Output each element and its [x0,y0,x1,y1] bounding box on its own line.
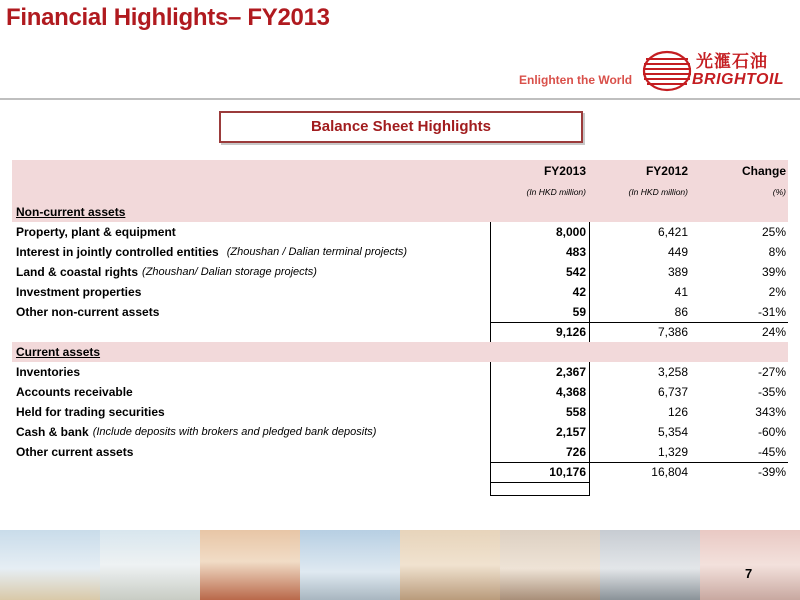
balance-sheet-table [12,160,788,502]
tanker-ship-photo [200,530,300,600]
row-label: Property, plant & equipment [16,225,176,239]
total-change: 24% [761,325,786,339]
value-change: 39% [761,265,786,279]
refinery-photo [400,530,500,600]
logo-chinese-name: 光滙石油 [696,52,768,72]
column-header-fy2013: FY2013 [543,164,586,178]
table-row [12,282,788,302]
value-fy2012: 41 [674,285,688,299]
value-fy2013: 2,367 [555,365,586,379]
table-row [12,262,788,282]
value-fy2012: 5,354 [657,425,688,439]
value-fy2012: 6,737 [657,385,688,399]
total-fy2012: 16,804 [651,465,688,479]
noncurrent-heading: Non-current assets [16,205,126,219]
footer-photo-strip [0,530,800,600]
total-fy2013: 10,176 [549,465,586,479]
closing-rule [490,482,590,483]
value-fy2013: 2,157 [555,425,586,439]
value-fy2013: 59 [572,305,586,319]
value-change: 8% [768,245,786,259]
value-fy2012: 6,421 [657,225,688,239]
row-label: Investment properties [16,285,142,299]
value-change: -45% [757,445,786,459]
row-label: Held for trading securities [16,405,165,419]
value-fy2012: 449 [667,245,688,259]
empty-row [12,482,788,502]
value-fy2013: 4,368 [555,385,586,399]
value-fy2013: 42 [572,285,586,299]
row-note: (Include deposits with brokers and pledged bank deposits) [92,426,377,438]
units-fy2013: (In HKD million) [526,187,586,197]
value-change: 25% [761,225,786,239]
value-change: 343% [755,405,786,419]
subtotal-row [12,462,788,482]
units-fy2012: (In HKD million) [628,187,688,197]
value-fy2013: 726 [565,445,586,459]
terminal-photo [300,530,400,600]
storage-tanks-photo [100,530,200,600]
brightoil-emblem-icon [640,46,694,96]
total-fy2012: 7,386 [657,325,688,339]
table-row [12,422,788,442]
row-note: (Zhoushan / Dalian terminal projects) [226,246,408,258]
current-heading: Current assets [16,345,101,359]
logo-english-name: BRIGHTOIL [692,71,785,88]
oil-rig-photo [0,530,100,600]
pipeline-photo [500,530,600,600]
page-title: Financial Highlights– FY2013 [6,4,330,31]
value-change: -60% [757,425,786,439]
row-label: Other current assets [16,445,134,459]
table-row [12,302,788,322]
value-fy2013: 483 [565,245,586,259]
row-label: Other non-current assets [16,305,160,319]
table-row [12,402,788,422]
table-units-row [12,182,788,202]
row-note: (Zhoushan/ Dalian storage projects) [142,266,317,278]
value-change: -27% [757,365,786,379]
value-fy2012: 3,258 [657,365,688,379]
table-row [12,222,788,242]
value-change: 2% [768,285,786,299]
page-number: 7 [745,566,753,581]
section-title: Balance Sheet Highlights [219,111,583,143]
value-change: -35% [757,385,786,399]
section-heading-row [12,342,788,362]
value-fy2013: 542 [565,265,586,279]
row-label: Cash & bank [16,425,89,439]
units-change: (%) [772,187,786,197]
value-fy2012: 86 [674,305,688,319]
value-fy2013: 8,000 [555,225,586,239]
company-tagline: Enlighten the World [519,73,633,87]
value-change: -31% [757,305,786,319]
table-row [12,362,788,382]
value-fy2012: 126 [667,405,688,419]
row-label: Accounts receivable [16,385,133,399]
total-fy2013: 9,126 [555,325,586,339]
row-label: Interest in jointly controlled entities [16,245,219,259]
section-heading-row [12,202,788,222]
office-logo-photo [700,530,800,600]
subtotal-row [12,322,788,342]
row-label: Land & coastal rights [16,265,139,279]
column-header-change: Change [741,164,786,178]
brightoil-logo [640,46,790,96]
total-change: -39% [757,465,786,479]
table-row [12,382,788,402]
value-fy2013: 558 [565,405,586,419]
table-header-row [12,160,788,182]
row-label: Inventories [16,365,81,379]
value-fy2012: 389 [667,265,688,279]
table-row [12,242,788,262]
value-fy2012: 1,329 [657,445,688,459]
column-header-fy2012: FY2012 [645,164,688,178]
header-divider [0,98,800,100]
control-room-photo [600,530,700,600]
table-row [12,442,788,462]
